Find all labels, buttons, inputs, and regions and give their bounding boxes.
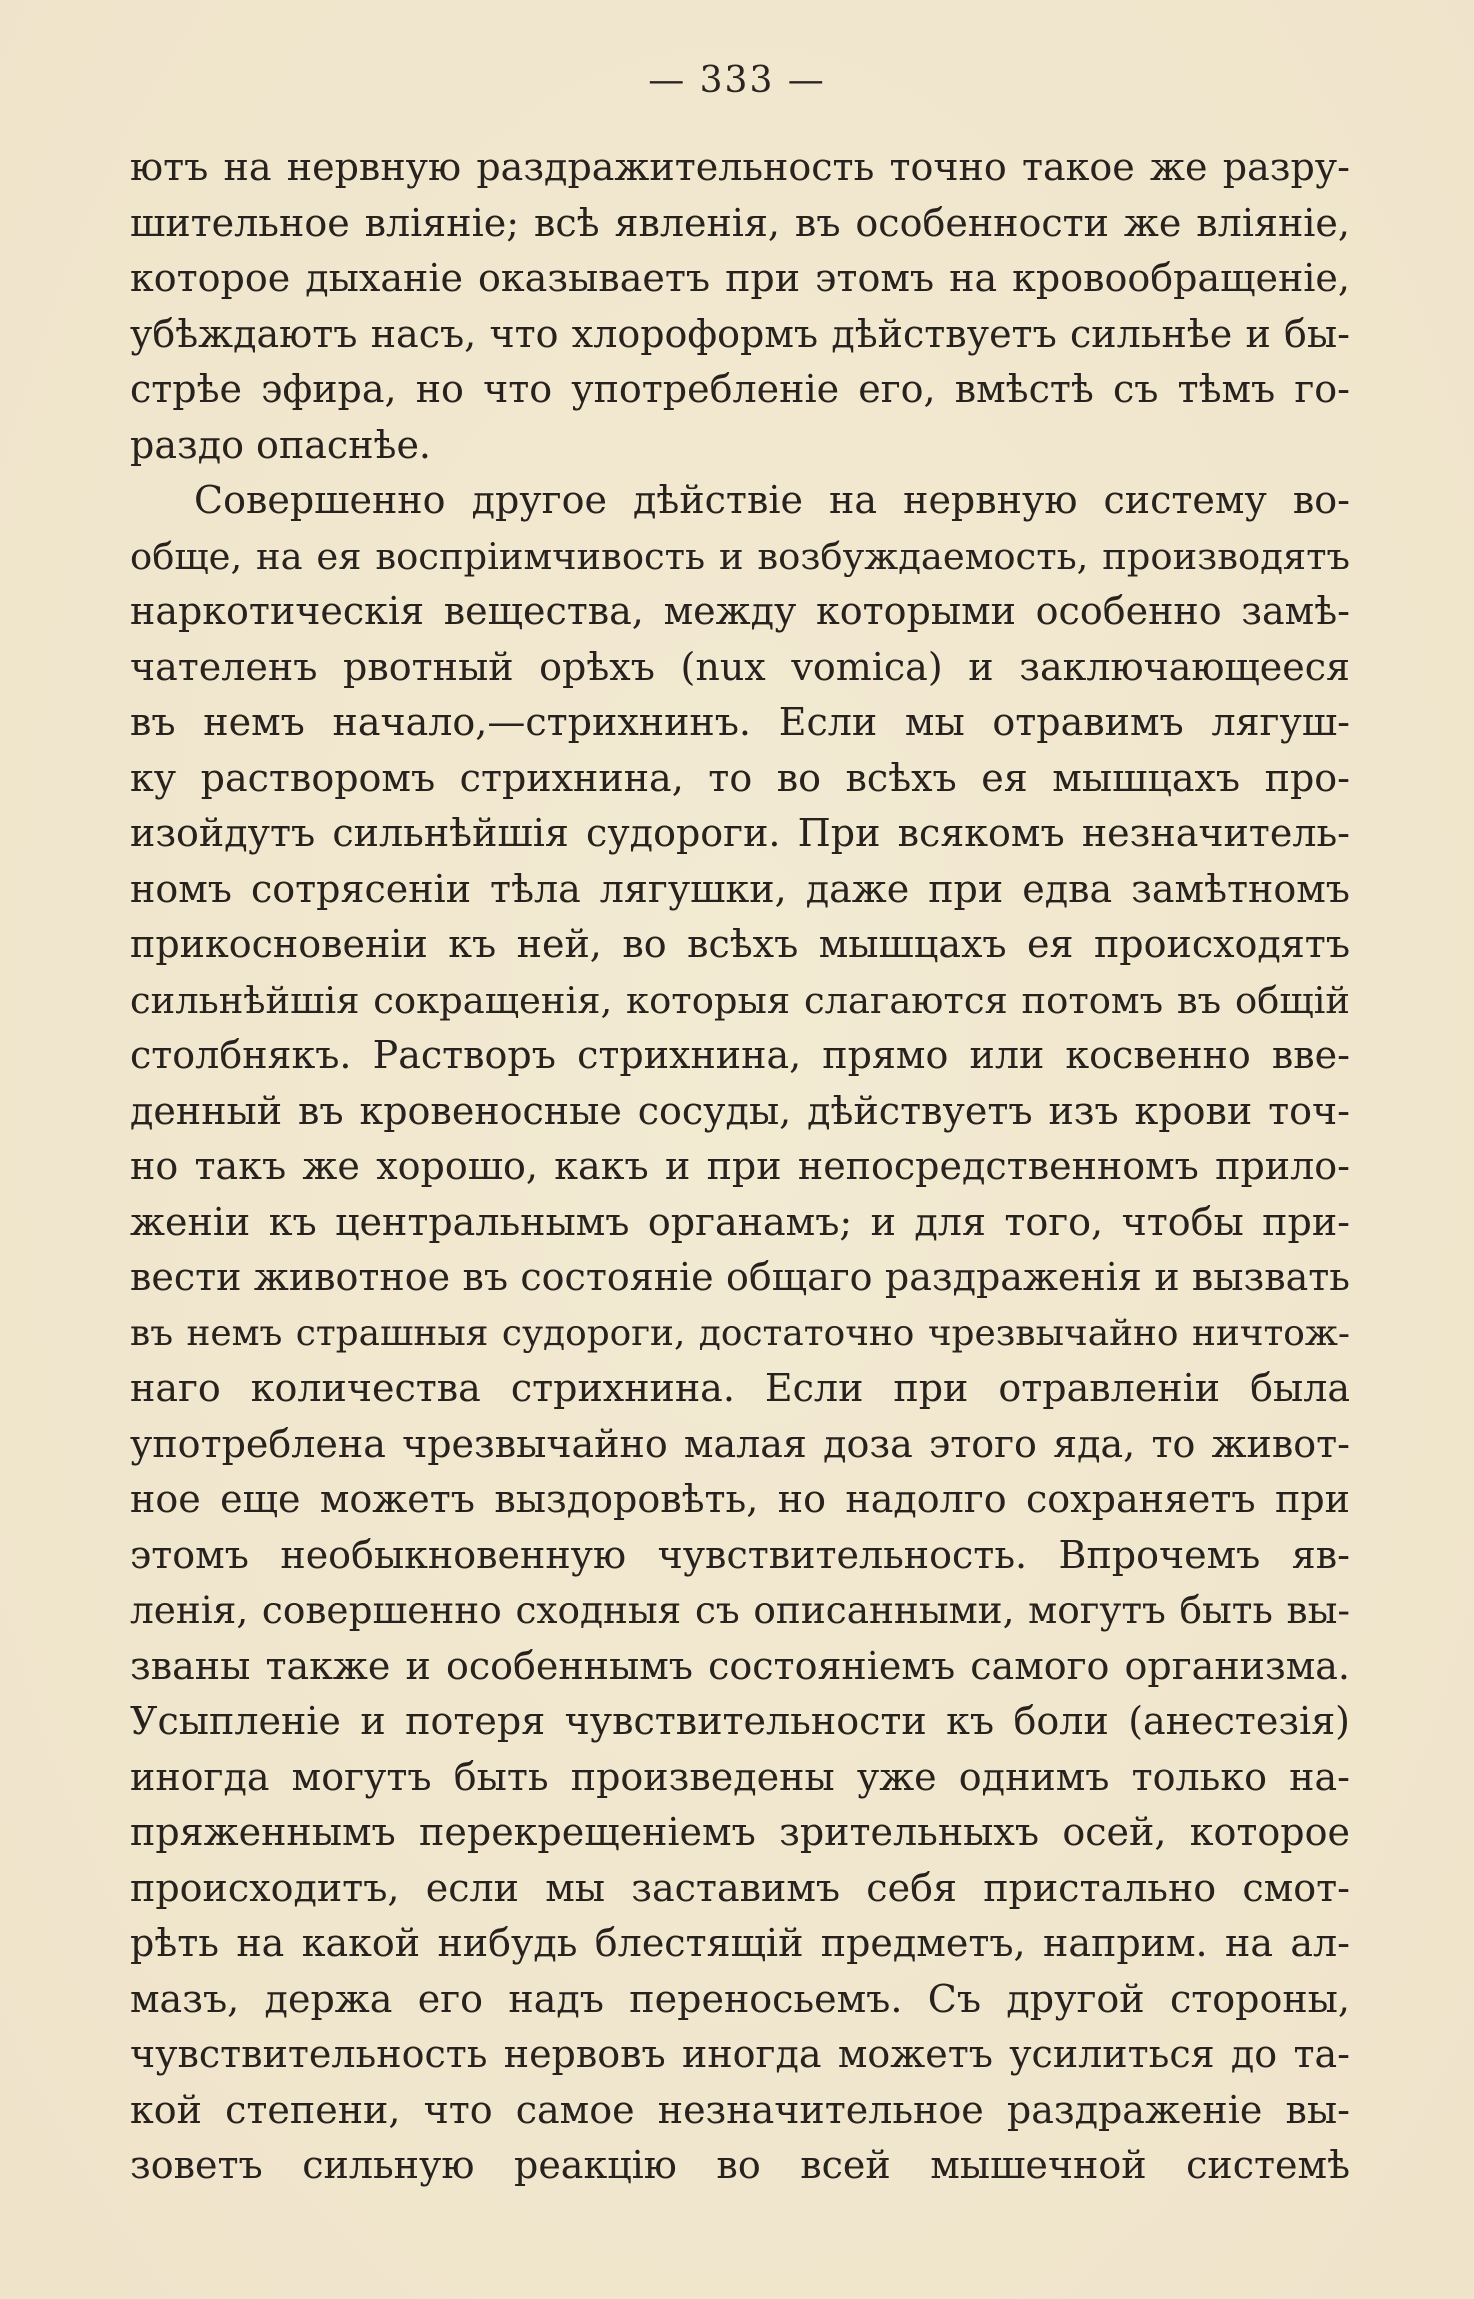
text-line: номъ сотрясеніи тѣла лягушки, даже при едва замѣтномъ — [130, 866, 1350, 911]
text-line-paragraph-start: Совершенно другое дѣйствіе на нервную систему во- — [194, 478, 1350, 522]
text-line: происходитъ, если мы заставимъ себя пристально смот- — [130, 1865, 1350, 1910]
text-line: иногда могутъ быть произведены уже однимъ только на- — [130, 1754, 1350, 1799]
text-line: сильнѣйшія сокращенія, которыя слагаются потомъ въ общій — [130, 978, 1350, 1022]
text-line: прикосновеніи къ ней, во всѣхъ мышцахъ ея происходятъ — [130, 922, 1350, 966]
text-line: наго количества стрихнина. Если при отравленіи была — [130, 1366, 1350, 1410]
text-line: въ немъ начало,—стрихнинъ. Если мы отравимъ лягуш- — [130, 700, 1350, 744]
text-line: но такъ же хорошо, какъ и при непосредственномъ прило- — [130, 1144, 1350, 1188]
text-line: въ немъ страшныя судороги, достаточно чрезвычайно ничтож- — [130, 1312, 1350, 1354]
text-line: зоветъ сильную реакцію во всей мышечной системѣ — [130, 2143, 1350, 2187]
page-body-text — [130, 140, 1350, 2194]
text-line: вести животное въ состояніе общаго раздраженія и вызвать — [130, 1255, 1350, 1299]
text-line: изойдутъ сильнѣйшія судороги. При всякомъ незначитель- — [130, 811, 1350, 855]
text-line: шительное вліяніе; всѣ явленія, въ особенности же вліяніе, — [130, 200, 1350, 245]
text-line: чувствительность нервовъ иногда можетъ усилиться до та- — [130, 2032, 1350, 2076]
text-line: этомъ необыкновенную чувствительность. Впрочемъ яв- — [130, 1532, 1350, 1577]
page-number: — 333 — — [648, 60, 826, 101]
text-line: чателенъ рвотный орѣхъ (nux vomica) и заключающееся — [130, 644, 1350, 689]
text-line: званы также и особеннымъ состояніемъ самого организма. — [130, 1643, 1350, 1688]
text-line: денный въ кровеносные сосуды, дѣйствуетъ изъ крови точ- — [130, 1088, 1350, 1133]
text-line: столбнякъ. Растворъ стрихнина, прямо или косвенно вве- — [130, 1033, 1350, 1077]
text-line-paragraph-end: раздо опаснѣе. — [130, 422, 432, 467]
text-line: Усыпленіе и потеря чувствительности къ боли (анестезія) — [130, 1699, 1350, 1743]
text-line: ютъ на нервную раздражительность точно такое же разру- — [130, 145, 1350, 189]
text-line: рѣть на какой нибудь блестящій предметъ, наприм. на ал- — [130, 1921, 1350, 1965]
text-line: употреблена чрезвычайно малая доза этого яда, то живот- — [130, 1421, 1350, 1466]
text-line: обще, на ея воспріимчивость и возбуждаемость, производятъ — [130, 534, 1350, 578]
text-line: кой степени, что самое незначительное раздраженіе вы- — [130, 2087, 1350, 2132]
text-line: женіи къ центральнымъ органамъ; и для того, чтобы при- — [130, 1199, 1350, 1244]
text-line: стрѣе эфира, но что употребленіе его, вмѣстѣ съ тѣмъ го- — [130, 367, 1350, 411]
text-line: ку растворомъ стрихнина, то во всѣхъ ея мышцахъ про- — [130, 755, 1350, 800]
text-line: наркотическія вещества, между которыми особенно замѣ- — [130, 589, 1350, 633]
text-line: убѣждаютъ насъ, что хлороформъ дѣйствуетъ сильнѣе и бы- — [130, 311, 1350, 356]
text-line: которое дыханіе оказываетъ при этомъ на кровообращеніе, — [130, 256, 1350, 300]
text-line: ленія, совершенно сходныя съ описанными, могутъ быть вы- — [130, 1588, 1350, 1632]
text-line: ное еще можетъ выздоровѣть, но надолго сохраняетъ при — [130, 1477, 1350, 1521]
text-line: пряженнымъ перекрещеніемъ зрительныхъ осей, которое — [130, 1810, 1350, 1854]
text-line: мазъ, держа его надъ переносьемъ. Съ другой стороны, — [130, 1976, 1350, 2021]
